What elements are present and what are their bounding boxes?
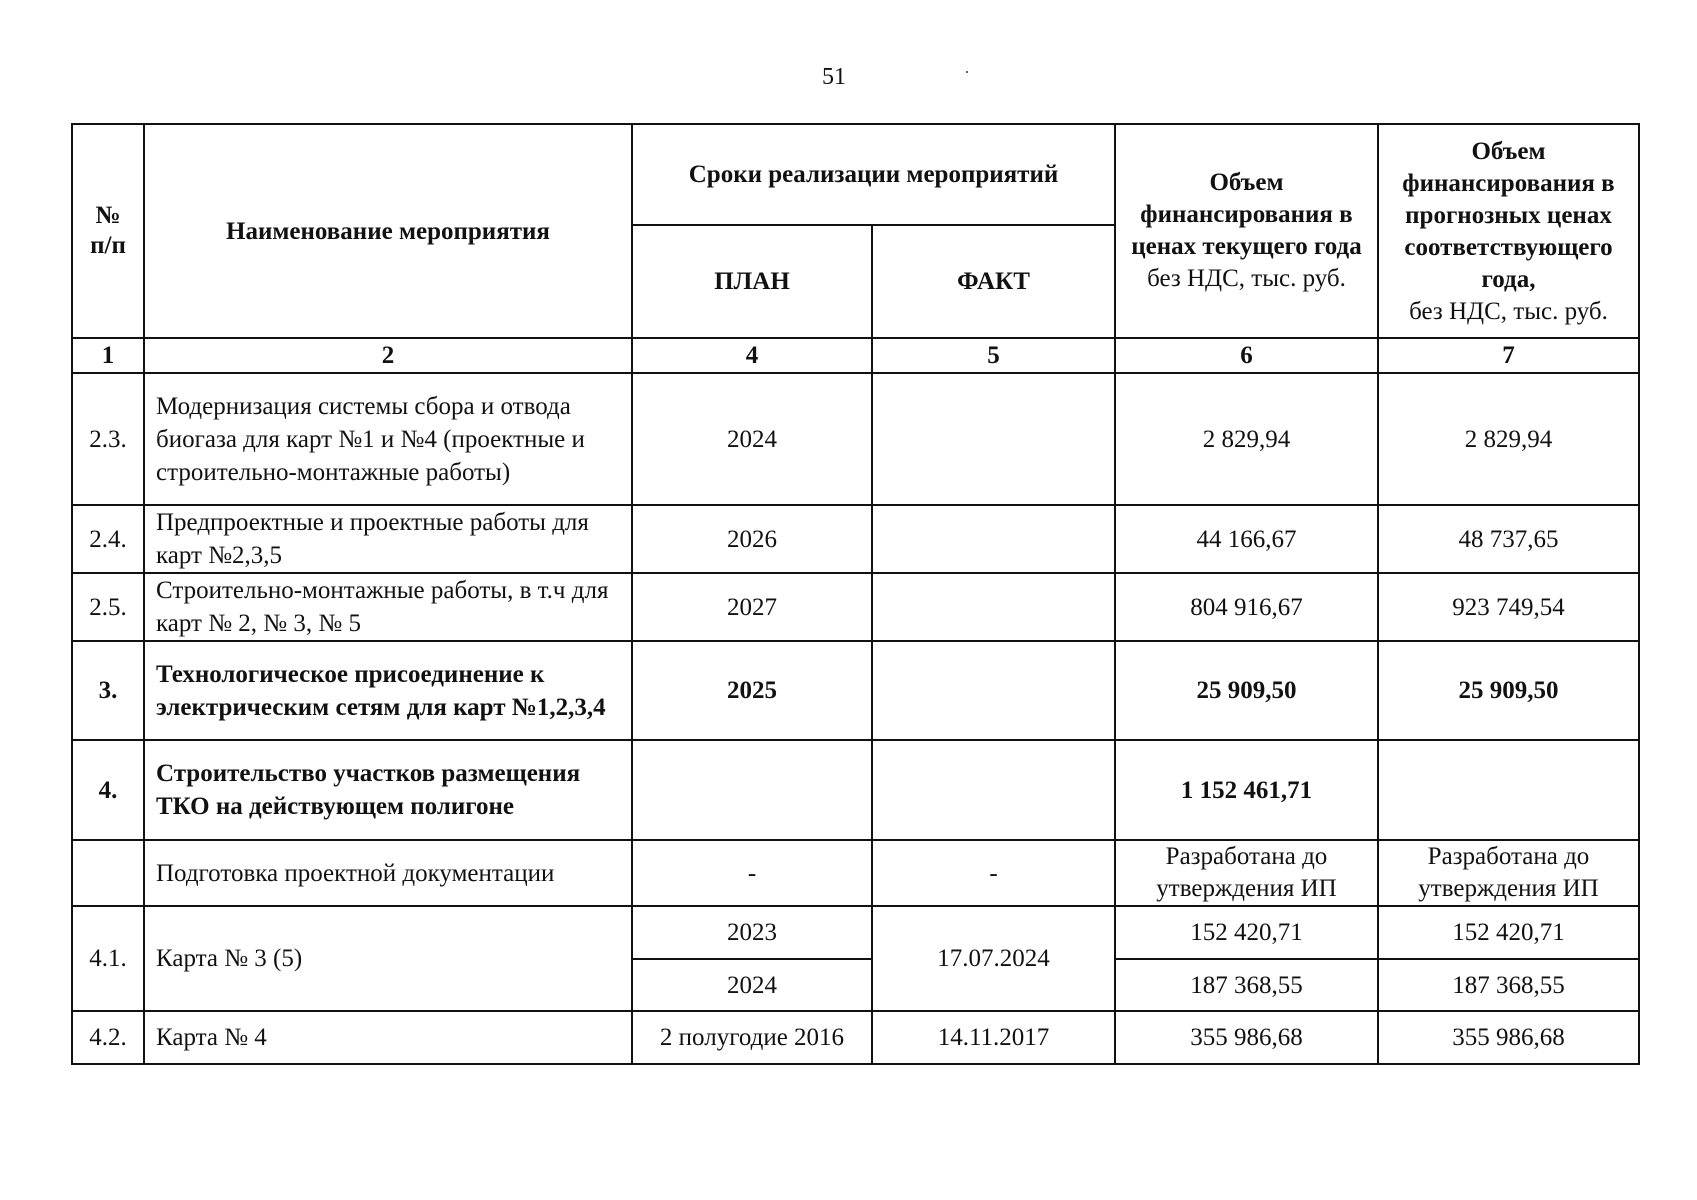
table-row <box>72 740 1639 840</box>
row-plan: 2 полугодие 2016 <box>632 1011 872 1064</box>
row-name: Карта № 3 (5) <box>144 906 632 1011</box>
table-row <box>72 373 1639 505</box>
header-terms: Сроки реализации мероприятий <box>632 124 1115 225</box>
header-name: Наименование мероприятия <box>144 124 632 338</box>
row-name: Карта № 4 <box>144 1011 632 1064</box>
row-volume-forecast: 2 829,94 <box>1378 373 1639 505</box>
column-numbers-row <box>72 338 1639 373</box>
row-name: Предпроектные и проектные работы для карт №2,3,5 <box>144 505 632 573</box>
row-plan: 2027 <box>632 573 872 641</box>
row-volume-current: 152 420,71 <box>1115 906 1378 959</box>
row-volume-forecast: 187 368,55 <box>1378 959 1639 1011</box>
row-fact: 17.07.2024 <box>872 906 1115 1011</box>
header-volume-current-title: Объем финансирования в ценах текущего года <box>1131 169 1362 260</box>
header-volume-forecast-unit: без НДС, тыс. руб. <box>1409 298 1608 325</box>
row-volume-forecast: 152 420,71 <box>1378 906 1639 959</box>
row-fact: - <box>872 840 1115 906</box>
row-num: 4. <box>72 740 144 840</box>
header-fact: ФАКТ <box>872 225 1115 338</box>
row-fact <box>872 505 1115 573</box>
column-number: 1 <box>72 338 144 373</box>
row-plan: 2023 <box>632 906 872 959</box>
investment-program-table <box>71 123 1640 1065</box>
table-header-row <box>72 124 1639 225</box>
row-num <box>72 840 144 906</box>
column-number: 6 <box>1115 338 1378 373</box>
row-volume-forecast: 355 986,68 <box>1378 1011 1639 1064</box>
row-name: Модернизация системы сбора и отвода биогаза для карт №1 и №4 (проектные и строительно-монтажные работы) <box>144 373 632 505</box>
row-name: Строительство участков размещения ТКО на действующем полигоне <box>144 740 632 840</box>
row-volume-current: 187 368,55 <box>1115 959 1378 1011</box>
row-plan: 2024 <box>632 959 872 1011</box>
table-row <box>72 906 1639 959</box>
header-volume-forecast <box>1378 124 1639 338</box>
scan-speck <box>966 71 968 73</box>
header-volume-current <box>1115 124 1378 338</box>
row-volume-current: 355 986,68 <box>1115 1011 1378 1064</box>
row-name: Технологическое присоединение к электрическим сетям для карт №1,2,3,4 <box>144 641 632 740</box>
row-plan: - <box>632 840 872 906</box>
row-volume-current: 25 909,50 <box>1115 641 1378 740</box>
column-number: 7 <box>1378 338 1639 373</box>
row-num: 2.3. <box>72 373 144 505</box>
table-row <box>72 1011 1639 1064</box>
row-volume-current: 2 829,94 <box>1115 373 1378 505</box>
page-number: 51 <box>822 64 846 90</box>
row-volume-forecast: Разработана до утверждения ИП <box>1378 840 1639 906</box>
row-fact <box>872 740 1115 840</box>
row-fact <box>872 641 1115 740</box>
row-num: 4.2. <box>72 1011 144 1064</box>
row-fact: 14.11.2017 <box>872 1011 1115 1064</box>
row-fact <box>872 573 1115 641</box>
row-volume-current: Разработана до утверждения ИП <box>1115 840 1378 906</box>
table-row <box>72 641 1639 740</box>
table-row <box>72 505 1639 573</box>
row-volume-forecast <box>1378 740 1639 840</box>
row-volume-current: 44 166,67 <box>1115 505 1378 573</box>
row-name: Подготовка проектной документации <box>144 840 632 906</box>
row-fact <box>872 373 1115 505</box>
row-volume-forecast: 48 737,65 <box>1378 505 1639 573</box>
row-num: 3. <box>72 641 144 740</box>
row-plan: 2024 <box>632 373 872 505</box>
row-num: 4.1. <box>72 906 144 1011</box>
row-volume-forecast: 923 749,54 <box>1378 573 1639 641</box>
row-plan: 2025 <box>632 641 872 740</box>
header-num: № п/п <box>72 124 144 338</box>
row-plan: 2026 <box>632 505 872 573</box>
table-row <box>72 573 1639 641</box>
row-num: 2.4. <box>72 505 144 573</box>
row-num: 2.5. <box>72 573 144 641</box>
header-volume-current-unit: без НДС, тыс. руб. <box>1147 265 1346 292</box>
header-plan: ПЛАН <box>632 225 872 338</box>
row-volume-current: 1 152 461,71 <box>1115 740 1378 840</box>
row-volume-forecast: 25 909,50 <box>1378 641 1639 740</box>
row-name: Строительно-монтажные работы, в т.ч для карт № 2, № 3, № 5 <box>144 573 632 641</box>
column-number: 2 <box>144 338 632 373</box>
column-number: 5 <box>872 338 1115 373</box>
column-number: 4 <box>632 338 872 373</box>
row-plan <box>632 740 872 840</box>
row-volume-current: 804 916,67 <box>1115 573 1378 641</box>
header-volume-forecast-title: Объем финансирования в прогнозных ценах соответствующего года, <box>1402 138 1615 293</box>
table-row <box>72 840 1639 906</box>
